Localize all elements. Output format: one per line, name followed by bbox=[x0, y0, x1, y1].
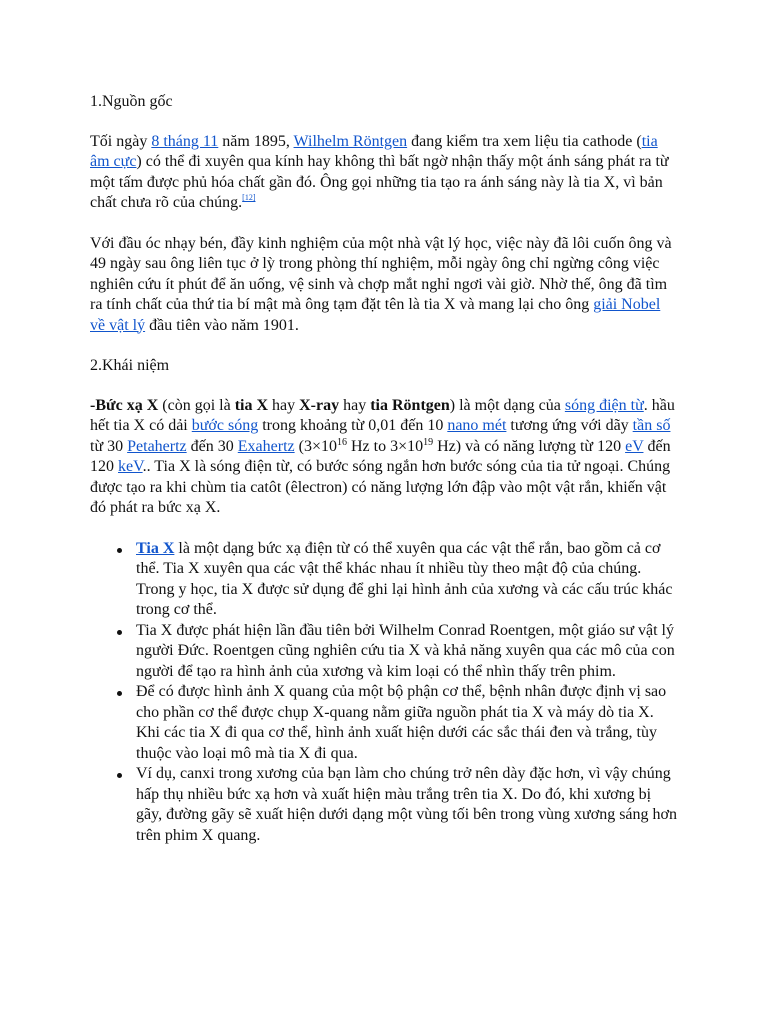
text-span: là một dạng bức xạ điện từ có thể xuyên qua các vật thể rắn, bao gồm cả cơ thể. Tia X xuyên qua các vật thể khác nhau ít nhiều tùy theo mật độ của chúng. Trong y học, tia X được sử dụng để ghi lại hình ảnh của xương và các cấu trúc khác trong cơ thể. bbox=[136, 539, 673, 618]
link-exahertz[interactable]: Exahertz bbox=[237, 437, 295, 455]
bold-term: tia X bbox=[234, 396, 269, 414]
text-span: (3×10 bbox=[294, 437, 337, 455]
section-heading-concept: 2.Khái niệm bbox=[90, 357, 170, 374]
text-span: năm 1895, bbox=[218, 132, 294, 150]
citation-link[interactable]: [12] bbox=[242, 193, 256, 202]
text-span: hay bbox=[268, 396, 300, 414]
list-item: Tia X được phát hiện lần đầu tiên bởi Wilhelm Conrad Roentgen, một giáo sư vật lý người Đức. Roentgen cũng nghiên cứu tia X và khả năng xuyên qua các mô của con người để tạo ra hình ảnh của xương và kim loại có thể nhìn thấy trên phim. bbox=[136, 621, 678, 683]
link-frequency[interactable]: tần số bbox=[632, 417, 671, 434]
link-cathode-ray[interactable]: tia âm cực bbox=[90, 132, 658, 170]
origin-paragraph-1 bbox=[90, 132, 678, 214]
text-span: . hầu hết tia X có dải bbox=[90, 396, 675, 434]
section-heading-origin: 1.Nguồn gốc bbox=[90, 93, 173, 110]
text-span: đến 120 bbox=[90, 437, 671, 475]
link-kev[interactable]: keV bbox=[118, 458, 143, 475]
link-date[interactable]: 8 tháng 11 bbox=[151, 132, 219, 150]
list-item bbox=[136, 539, 678, 621]
bold-term: -Bức xạ X bbox=[90, 396, 159, 414]
text-span: từ 30 bbox=[90, 437, 128, 455]
text-span: ) là một dạng của bbox=[449, 396, 565, 414]
link-tia-x[interactable]: Tia X bbox=[136, 539, 175, 557]
text-span: đang kiểm tra xem liệu tia cathode ( bbox=[407, 132, 642, 150]
link-petahertz[interactable]: Petahertz bbox=[127, 437, 187, 455]
exponent: 19 bbox=[423, 436, 434, 448]
link-nobel-physics[interactable]: giải Nobel về vật lý bbox=[90, 296, 661, 334]
exponent: 16 bbox=[336, 436, 347, 448]
text-span: ) có thể đi xuyên qua kính hay không thì bất ngờ nhận thấy một ánh sáng phát ra từ một tấm được phủ hóa chất gần đó. Ông gọi những tia tạo ra ánh sáng này là tia X, vì bản chất chưa rõ của chúng. bbox=[90, 153, 669, 211]
origin-paragraph-2 bbox=[90, 234, 678, 337]
bullet-list bbox=[90, 539, 678, 847]
bold-term: tia Röntgen bbox=[370, 396, 450, 414]
text-span: .. Tia X là sóng điện từ, có bước sóng ngắn hơn bước sóng của tia tử ngoại. Chúng được tạo ra khi chùm tia catôt (êlectron) có năng lượng lớn đập vào một vật rắn, khiến vật đó phát ra bức xạ X. bbox=[90, 458, 671, 516]
list-item: Ví dụ, canxi trong xương của bạn làm cho chúng trở nên dày đặc hơn, vì vậy chúng hấp thụ nhiều bức xạ hơn và xuất hiện màu trắng trên tia X. Do đó, khi xương bị gãy, đường gãy sẽ xuất hiện dưới dạng một vùng tối bên trong vùng xương sáng hơn trên phim X quang. bbox=[136, 764, 678, 846]
text-span: đến 30 bbox=[186, 437, 238, 455]
text-span: Với đầu óc nhạy bén, đầy kinh nghiệm của một nhà vật lý học, việc này đã lôi cuốn ông và 49 ngày sau ông liên tục ở lỳ trong phòng thí nghiệm, mỗi ngày ông chỉ ngừng công việc nghiên cứu ít phút để ăn uống, vệ sinh và chợp mắt nghỉ ngơi vài giờ. Nhờ thế, ông đã tìm ra tính chất của thứ tia bí mật mà ông tạm đặt tên là tia X và mang lại cho ông bbox=[90, 234, 672, 313]
text-span: hay bbox=[339, 396, 371, 414]
text-span: trong khoảng từ 0,01 đến 10 bbox=[258, 417, 448, 434]
list-item: Để có được hình ảnh X quang của một bộ phận cơ thể, bệnh nhân được định vị sao cho phần cơ thể được chụp X-quang nằm giữa nguồn phát tia X và máy dò tia X. Khi các tia X đi qua cơ thể, hình ảnh xuất hiện dưới các sắc thái đen và trắng, tùy thuộc vào loại mô mà tia X đi qua. bbox=[136, 682, 678, 764]
text-span: đầu tiên vào năm 1901. bbox=[145, 316, 299, 334]
text-span: Hz) và có năng lượng từ 120 bbox=[433, 437, 626, 455]
concept-paragraph bbox=[90, 396, 678, 519]
text-span: (còn gọi là bbox=[158, 396, 235, 414]
link-wavelength[interactable]: bước sóng bbox=[191, 417, 259, 434]
link-ev[interactable]: eV bbox=[625, 437, 644, 455]
link-electromagnetic-wave[interactable]: sóng điện từ bbox=[564, 396, 644, 414]
text-span: Hz to 3×10 bbox=[346, 437, 424, 455]
link-wilhelm-rontgen[interactable]: Wilhelm Röntgen bbox=[293, 132, 408, 150]
text-span: tương ứng với dãy bbox=[506, 417, 633, 434]
text-span: Tối ngày bbox=[90, 132, 152, 150]
bold-term: X-ray bbox=[299, 396, 340, 414]
link-nanometer[interactable]: nano mét bbox=[447, 417, 507, 434]
